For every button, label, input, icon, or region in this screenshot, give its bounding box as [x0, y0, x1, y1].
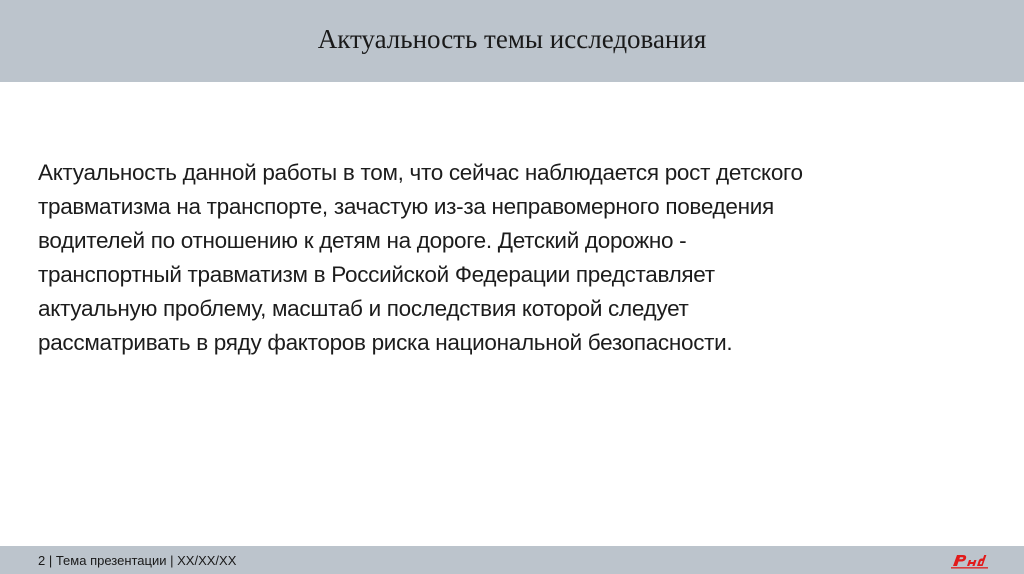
body-text-line: рассматривать в ряду факторов риска национальной безопасности. [38, 330, 733, 355]
rzd-logo-icon [950, 549, 990, 571]
slide-footer [0, 546, 1024, 574]
slide-title: Актуальность темы исследования [317, 23, 707, 54]
footer-separator: | [166, 553, 178, 568]
footer-text [38, 553, 236, 568]
slide-header [0, 0, 1024, 82]
footer-date: XX/XX/XX [177, 553, 237, 568]
body-text-line: травматизма на транспорте, зачастую из-за неправомерного поведения [38, 194, 774, 219]
body-text-line: актуальную проблему, масштаб и последствия которой следует [38, 296, 689, 321]
footer-separator: | [45, 553, 56, 568]
slide-body-text [38, 156, 938, 360]
body-text-line: транспортный травматизм в Российской Федерации представляет [38, 262, 715, 287]
body-text-line: водителей по отношению к детям на дороге. Детский дорожно - [38, 228, 687, 253]
presentation-topic: Тема презентации [55, 553, 167, 568]
body-text-line: Актуальность данной работы в том, что сейчас наблюдается рост детского [38, 160, 803, 185]
page-number: 2 [38, 553, 46, 568]
